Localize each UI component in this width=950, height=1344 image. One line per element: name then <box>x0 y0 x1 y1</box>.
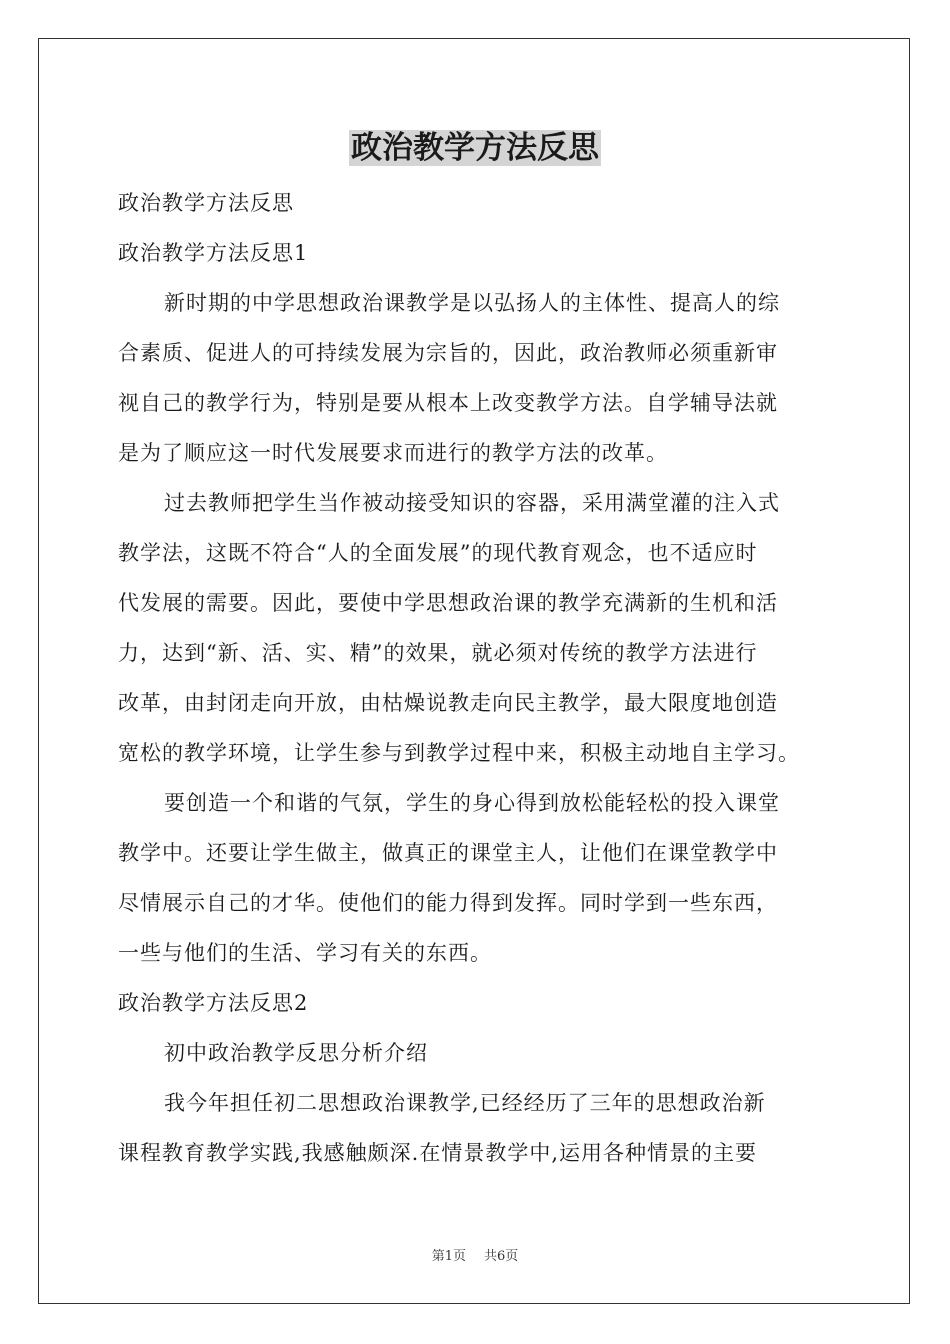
text-line: 政治教学方法反思 <box>118 191 294 215</box>
current-page-number: 第1页 <box>431 1249 466 1264</box>
total-page-count: 共6页 <box>484 1249 519 1264</box>
text-line: 课程教育教学实践,我感触颇深.在情景教学中,运用各种情景的主要 <box>118 1141 758 1165</box>
page-footer <box>0 1248 950 1266</box>
text-line: 宽松的教学环境，让学生参与到教学过程中来，积极主动地自主学习。 <box>118 741 800 765</box>
text-line: 我今年担任初二思想政治课教学,已经经历了三年的思想政治新 <box>164 1091 766 1115</box>
text-line: 教学法，这既不符合“人的全面发展”的现代教育观念，也不适应时 <box>118 541 758 565</box>
document-title-text: 政治教学方法反思 <box>351 130 599 166</box>
text-line: 政治教学方法反思2 <box>118 991 309 1015</box>
text-line: 合素质、促进人的可持续发展为宗旨的，因此，政治教师必须重新审 <box>118 341 778 365</box>
document-body <box>118 178 838 1178</box>
text-line: 尽情展示自己的才华。使他们的能力得到发挥。同时学到一些东西， <box>118 891 778 915</box>
text-line: 过去教师把学生当作被动接受知识的容器，采用满堂灌的注入式 <box>164 491 780 515</box>
text-line: 政治教学方法反思1 <box>118 241 309 265</box>
text-line: 力，达到“新、活、实、精”的效果，就必须对传统的教学方法进行 <box>118 641 758 665</box>
text-line: 代发展的需要。因此，要使中学思想政治课的教学充满新的生机和活 <box>118 591 778 615</box>
text-line: 改革，由封闭走向开放，由枯燥说教走向民主教学，最大限度地创造 <box>118 691 778 715</box>
text-line: 教学中。还要让学生做主，做真正的课堂主人，让他们在课堂教学中 <box>118 841 778 865</box>
text-line: 是为了顺应这一时代发展要求而进行的教学方法的改革。 <box>118 441 668 465</box>
document-title <box>0 126 950 170</box>
text-line: 视自己的教学行为，特别是要从根本上改变教学方法。自学辅导法就 <box>118 391 778 415</box>
text-line: 一些与他们的生活、学习有关的东西。 <box>118 941 492 965</box>
text-line: 要创造一个和谐的气氛，学生的身心得到放松能轻松的投入课堂 <box>164 791 780 815</box>
text-line: 新时期的中学思想政治课教学是以弘扬人的主体性、提高人的综 <box>164 291 780 315</box>
text-line: 初中政治教学反思分析介绍 <box>164 1041 428 1065</box>
